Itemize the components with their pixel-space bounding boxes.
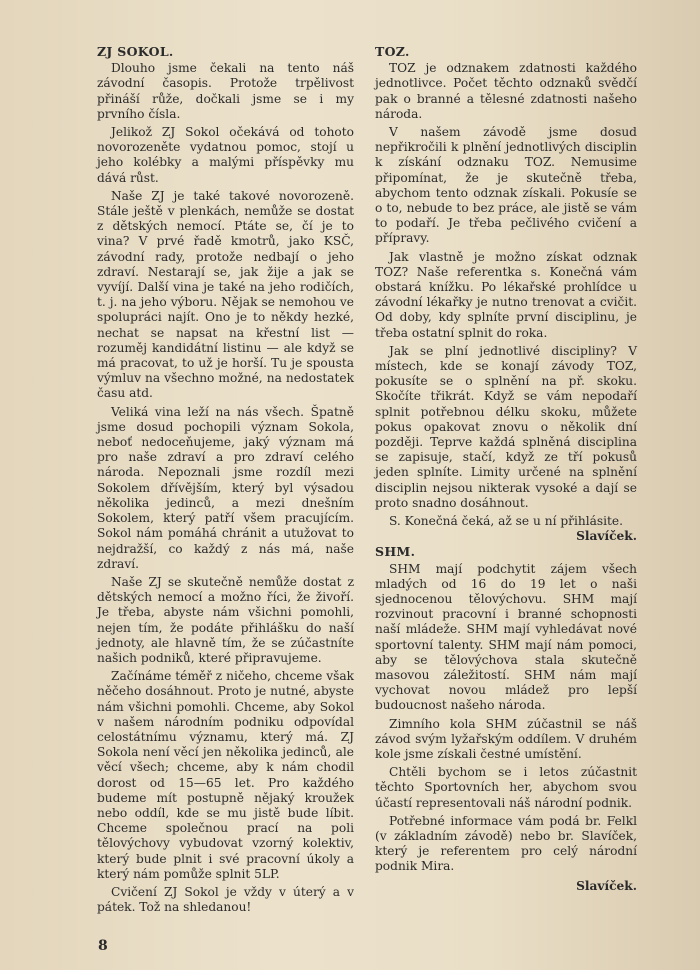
closing-text: S. Konečná čeká, až se u ní přihlásite. [389, 514, 624, 529]
paragraph: SHM mají podchytit zájem všech mladých od 16 do 19 let o naši sjednocenou tělovýchovu. SHM mají rozvinout pracovní i branné schopnosti naší mládeže. SHM mají vyhledávat nové sportovní talenty. SHM mají nám pomoci, aby se tělovýchova stala skutečně masovou záležitostí. SHM nám mají vychovat novou mládež pro lepší budoucnost našeho národa. [375, 561, 637, 713]
paragraph: Chtěli bychom se i letos zúčastnit těchto Sportovních her, abychom svou účastí representovali náš národní podnik. [375, 765, 637, 810]
section-heading-zj-sokol: ZJ SOKOL. [97, 44, 174, 59]
paragraph: Zimního kola SHM zúčastnil se náš závod svým lyžařským oddílem. V druhém kole jsme získali čestné umístění. [375, 716, 637, 761]
author-signature: Slavíček. [576, 529, 637, 544]
paragraph: Dlouho jsme čekali na tento náš závodní časopis. Protože trpělivost přináší růže, dočkali jsme se i my prvního čísla. [97, 61, 354, 121]
paragraph: Naše ZJ se skutečně nemůže dostat z dětských nemocí a možno říci, že živoří. Je třeba, abyste nám všichni pomohli, nejen tím, že podáte přihlášku do naší jednoty, ale hlavně tím, že se zúčastníte našich podniků, které připravujeme. [97, 574, 354, 665]
paragraph: V našem závodě jsme dosud nepřikročili k plnění jednotlivých disciplin k získání odznaku TOZ. Nemusime připomínat, že je skutečně třeba, abychom tento odznak získali. Pokusíe se o to, nebude to bez práce, ale jistě se vám to podaří. Je třeba pečlivého cvičení a přípravy. [375, 125, 637, 246]
paragraph: Jak vlastně je možno získat odznak TOZ? Naše referentka s. Konečná vám obstará knížku. Po lékařské prohlídce u závodní lékařky je nutno trenovat a cvičit. Od doby, kdy splníte první disciplinu, je třeba ostatní splnit do roka. [375, 249, 637, 340]
page-number: 8 [98, 938, 108, 954]
section-heading-shm: SHM. [375, 544, 416, 560]
paragraph: Cvičení ZJ Sokol je vždy v úterý a v pátek. Tož na shledanou! [97, 884, 354, 915]
paragraph: TOZ je odznakem zdatnosti každého jednotlivce. Počet těchto odznaků svědčí pak o branné a tělesné zdatnosti našeho národa. [375, 61, 637, 121]
paragraph: Potřebné informace vám podá br. Felkl (v základním závodě) nebo br. Slavíček, který je referentem pro celý národní podnik Mira. [375, 813, 637, 874]
paragraph: Začínáme téměř z ničeho, chceme však něčeho dosáhnout. Proto je nutné, abyste nám všichni pomohli. Chceme, aby Sokol v našem národním podniku odpovídal celostátnímu významu, který má. ZJ Sokola není věcí jen několika jedinců, ale věcí všech; chceme, aby k nám chodil dorost od 15—65 let. Pro každého budeme mít postupně nějaký kroužek nebo oddíl, kde se mu jistě bude líbit. Chceme společnou prací na poli tělovýchovy vybudovat vzorný kolektiv, který bude plnit i své pracovní úkoly a který nám pomůže splnit 5LP. [97, 669, 354, 881]
left-column [97, 44, 354, 918]
right-column [375, 44, 637, 894]
paragraph: Veliká vina leží na nás všech. Špatně jsme dosud pochopili význam Sokola, neboť nedoceňujeme, jaký význam má pro naše zdraví a pro zdraví celého národa. Nepoznali jsme rozdíl mezi Sokolem dřívějším, který byl výsadou několika jedinců, a mezi dnešním Sokolem, který patří všem pracujícím. Sokol nám pomáhá chránit a utužovat to nejdražší, co každý z nás má, naše zdraví. [97, 404, 354, 571]
paragraph: Jelikož ZJ Sokol očekává od tohoto novorozeněte vydatnou pomoc, stojí u jeho kolébky a malými příspěvky mu dává růst. [97, 125, 354, 185]
section-heading-toz: TOZ. [375, 44, 410, 59]
paragraph: Naše ZJ je také takové novorozeně. Stále ještě v plenkách, nemůže se dostat z dětských nemocí. Ptáte se, čí je to vina? V prvé řadě kmotrů, jako KSČ, závodní rady, protože nedbají o jeho zdraví. Nestarají se, jak žije a jak se vyvíjí. Další vina je také na jeho rodičích, t. j. na jeho výboru. Nějak se nemohou ve spolupráci najít. Ono je to někdy hezké, nechat se napsat na křestní list — rozuměj kandidátní listinu — ale když se má pracovat, to už je horší. Tu je spousta výmluv na všechno možné, na nedostatek času atd. [97, 188, 354, 401]
closing-line [375, 514, 637, 544]
paragraph: Jak se plní jednotlivé discipliny? V místech, kde se konají závody TOZ, pokusíte se o splnění na př. skoku. Skočíte třikrát. Když se vám nepodaří splnit potřebnou délku skoku, můžete pokus opakovat znovu o několik dní později. Teprve každá splněná disciplina se zapisuje, stačí, když ze tří pokusů jeden splníte. Limity určené na splnění disciplin nejsou nikterak vysoké a dají se proto snadno dosáhnout. [375, 343, 637, 510]
author-signature: Slavíček. [576, 878, 637, 893]
